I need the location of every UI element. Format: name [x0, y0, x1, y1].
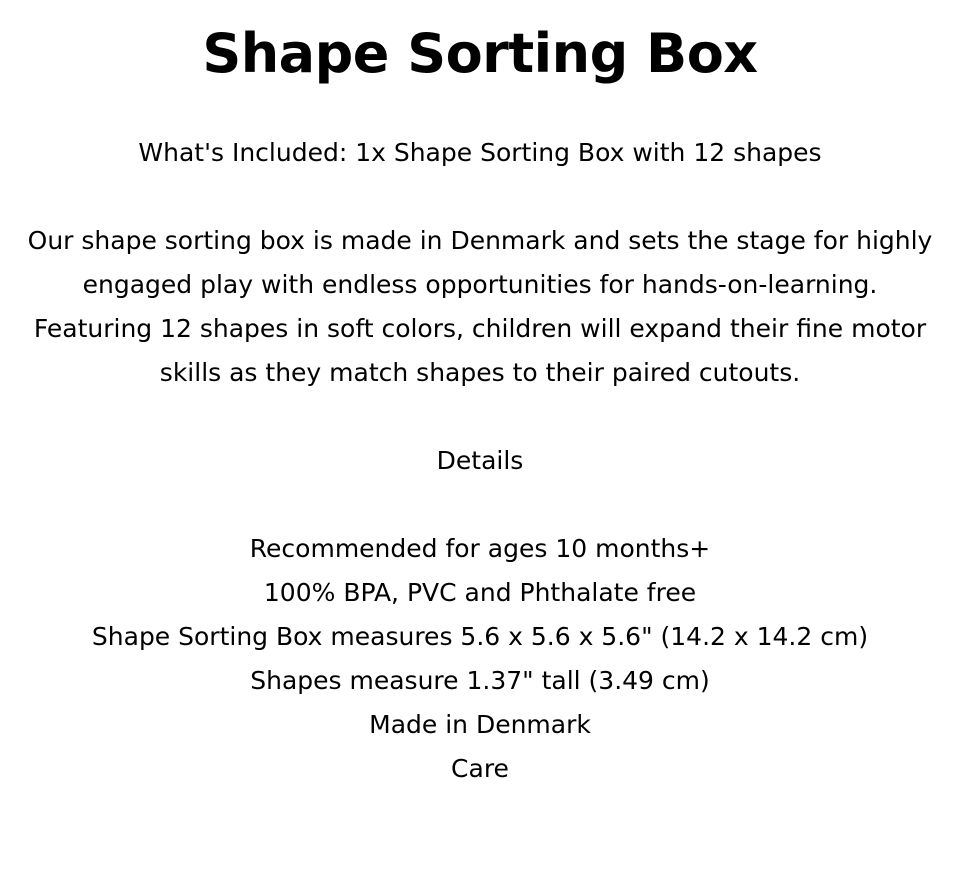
spec-item: Shape Sorting Box measures 5.6 x 5.6 x 5.6" (14.2 x 14.2 cm) — [91, 621, 869, 651]
product-description-text: Our shape sorting box is made in Denmark and sets the stage for highly engaged play with endless opportunities for hands-on-learning. Featuring 12 shapes in soft colors, children will expand their fine motor skills as they match shapes to their paired cutouts. — [27, 225, 933, 387]
specs-list — [14, 527, 946, 791]
whats-included-text: What's Included: 1x Shape Sorting Box with 12 shapes — [138, 137, 822, 167]
page-title: Shape Sorting Box — [202, 22, 758, 85]
spec-item: 100% BPA, PVC and Phthalate free — [263, 577, 697, 607]
details-heading: Details — [436, 445, 524, 475]
spec-item: Made in Denmark — [369, 709, 591, 739]
spec-item: Recommended for ages 10 months+ — [249, 533, 711, 563]
spec-item: Shapes measure 1.37" tall (3.49 cm) — [250, 665, 710, 695]
care-heading: Care — [451, 753, 509, 783]
